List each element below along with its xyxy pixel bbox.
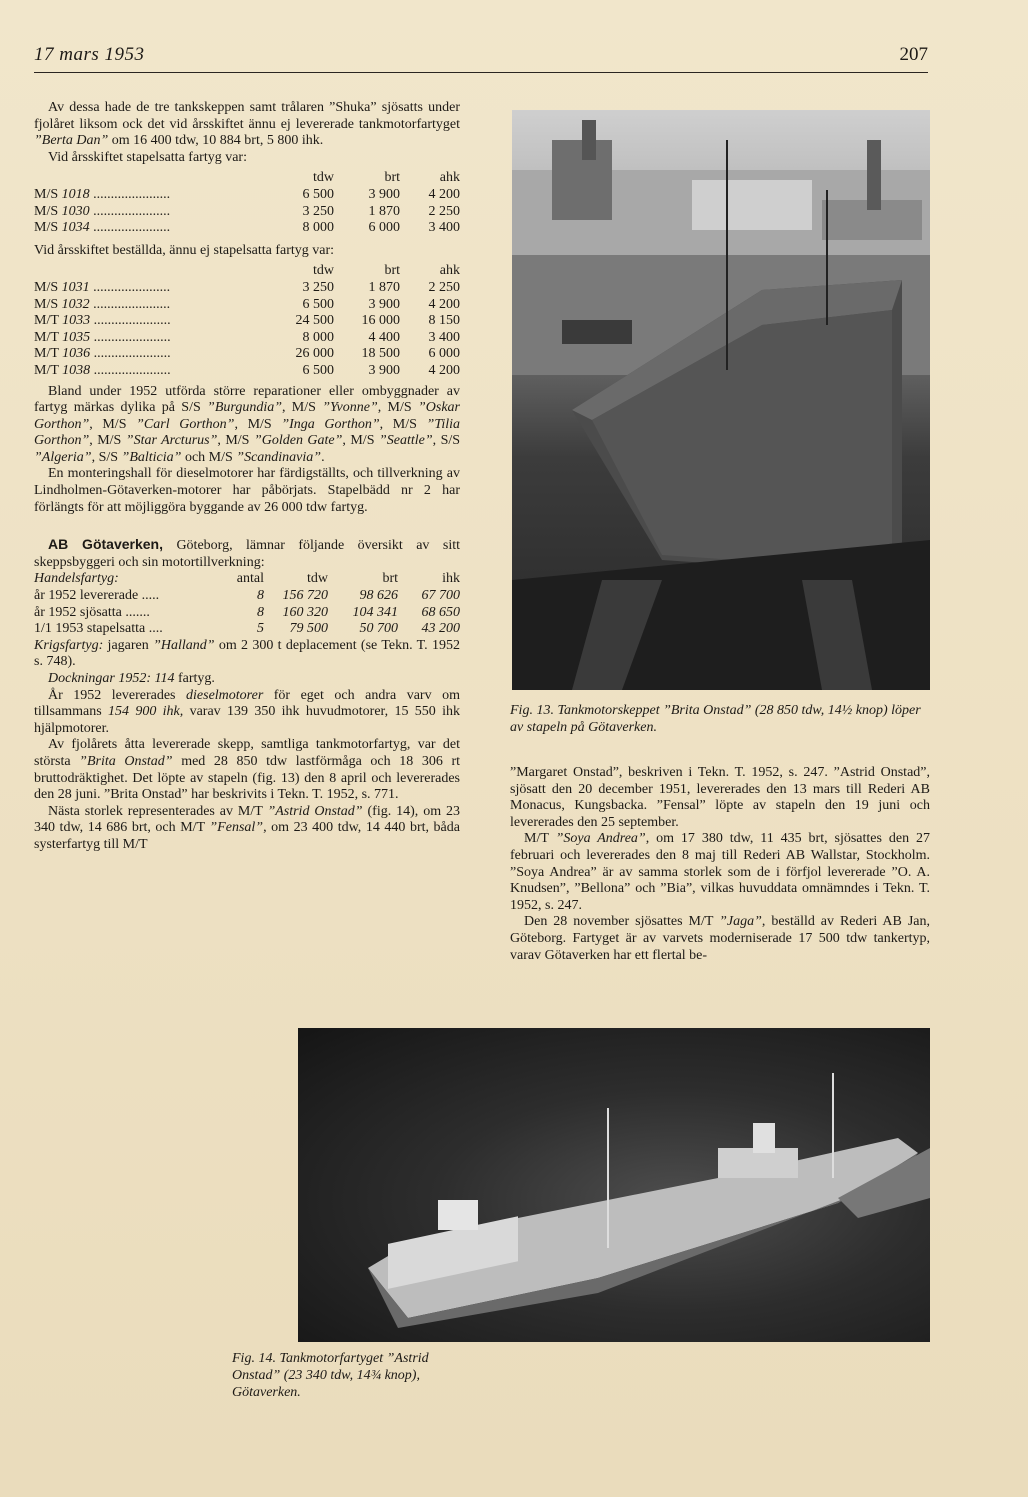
fig14-caption: Fig. 14. Tankmotorfartyget ”Astrid Onstad” (23 340 tdw, 14¾ knop), Götaverken. bbox=[232, 1351, 429, 1400]
table-row: M/T 1036 ...................... 26 000 18 500 6 000 bbox=[34, 346, 460, 362]
table-bestallda bbox=[34, 263, 460, 379]
table-header-row: tdw brt ahk bbox=[313, 170, 460, 186]
fjolaret-paragraph: Av fjolårets åtta levererade skepp, samtliga tankmotorfartyg, var det största ”Brita Onstad” med 28 850 tdw lastförmåga och 18 306 rt bruttodräktighet. Det löpte av stapeln (fig. 13) den 8 april och levererades den 28 juni. ”Brita Onstad” har beskrivits i Tekn. T. 1952, s. 771. bbox=[34, 737, 461, 803]
fig13-caption: Fig. 13. Tankmotorskeppet ”Brita Onstad” (28 850 tdw, 14½ knop) löper av stapeln på Götaverken. bbox=[510, 703, 921, 735]
table-row: M/T 1035 ...................... 8 000 4 400 3 400 bbox=[34, 329, 460, 345]
table-row: M/S 1031 ...................... 3 250 1 870 2 250 bbox=[34, 279, 460, 295]
right-column bbox=[510, 765, 930, 964]
table-row: år 1952 sjösatta ....... 8 160 320 104 341 68 650 bbox=[34, 604, 460, 620]
table-row: M/S 1034 ...................... 8 000 6 000 3 400 bbox=[34, 220, 460, 236]
gv-header-row: Handelsfartyg: antal tdw brt ihk bbox=[34, 571, 460, 587]
table-row: 1/1 1953 stapelsatta .... 5 79 500 50 700 43 200 bbox=[34, 621, 460, 637]
right-p2: M/T ”Soya Andrea”, om 17 380 tdw, 11 435 brt, sjösattes den 27 februari och levererades den 8 maj till Rederi AB Wallstar, Stockholm. ”Soya Andrea” är av samma storlek som de i förfjol levererade ”O. A. Knudsen”, ”Bellona” och ”Bia”, vilkas huvuddata omnämndes i Tekn. T. 1952, s. 247. bbox=[510, 831, 930, 913]
gotaverken-table bbox=[34, 571, 460, 637]
fig14-ship-photo bbox=[298, 1028, 930, 1342]
intro-paragraph: Av dessa hade de tre tankskeppen samt trålaren ”Shuka” sjösatts under fjolåret liksom ock det vid årsskiftet ännu ej levererade tankmotorfartyget ”Berta Dan” om 16 400 tdw, 10 884 brt, 5 800 ihk. bbox=[34, 100, 460, 149]
next-size-paragraph: Nästa storlek representerades av M/T ”Astrid Onstad” (fig. 14), om 23 340 tdw, 14 686 brt, och M/T ”Fensal”, om 23 400 tdw, 14 440 brt, båda systerfartyg till M/T bbox=[34, 803, 461, 852]
table2-title: Vid årsskiftet beställda, ännu ej stapelsatta fartyg var: bbox=[34, 242, 335, 258]
table-row: M/S 1030 ...................... 3 250 1 870 2 250 bbox=[34, 203, 460, 219]
krigsfartyg-paragraph: Krigsfartyg: jagaren ”Halland” om 2 300 t deplacement (se Tekn. T. 1952 s. 748). bbox=[34, 637, 460, 670]
repairs-paragraph: Bland under 1952 utförda större reparationer eller ombyggnader av fartyg märkas dylika på S/S ”Burgundia”, M/S ”Yvonne”, M/S ”Oskar Gorthon”, M/S ”Carl Gorthon”, M/S ”Inga Gorthon”, M/S ”Tilia Gorthon”, M/S ”Star Arcturus”, M/S ”Golden Gate”, M/S ”Seattle”, S/S ”Algeria”, S/S ”Balticia” och M/S ”Scandinavia”. bbox=[34, 383, 461, 465]
table1-title: Vid årsskiftet stapelsatta fartyg var: bbox=[48, 149, 247, 165]
tanker-illustration bbox=[298, 1028, 930, 1342]
right-p3: Den 28 november sjösattes M/T ”Jaga”, beställd av Rederi AB Jan, Göteborg. Fartyget är av varvets moderniserade 17 500 tdw tankertyp, varav Götaverken har ett flertal be- bbox=[510, 914, 930, 963]
motors-paragraph: År 1952 levererades dieselmotorer för eget och andra varv om tillsammans 154 900 ihk, varav 139 350 ihk huvudmotorer, 15 550 ihk hjälpmotorer. bbox=[34, 687, 460, 736]
issue-date: 17 mars 1953 bbox=[34, 44, 145, 65]
ship-launch-illustration bbox=[512, 110, 930, 690]
left-column bbox=[34, 100, 460, 854]
table-row: M/T 1033 ...................... 24 500 16 000 8 150 bbox=[34, 313, 460, 329]
table-row: M/T 1038 ...................... 6 500 3 900 4 200 bbox=[34, 362, 460, 378]
gotaverken-heading: AB Götaverken, bbox=[48, 536, 163, 553]
dockningar-paragraph: Dockningar 1952: 114 fartyg. bbox=[48, 671, 215, 686]
right-p1: ”Margaret Onstad”, beskriven i Tekn. T. 1952, s. 247. ”Astrid Onstad”, sjösatt den 20 december 1951, levererades den 13 mars till Rederi AB Monacus, Kungsbacka. ”Fensal” löpte av stapeln den 19 juni och levererades den 25 september. bbox=[510, 765, 930, 830]
page-number: 207 bbox=[899, 44, 928, 65]
engine-hall-paragraph: En monteringshall för dieselmotorer har färdigställts, och tillverkning av Lindholmen-Götaverken-motorer har påbörjats. Stapelbädd nr 2 har förlängts för att möjliggöra byggande av 26 000 tdw fartyg. bbox=[34, 466, 460, 515]
table-row: M/S 1032 ...................... 6 500 3 900 4 200 bbox=[34, 296, 460, 312]
table-stapelsatta bbox=[34, 170, 460, 236]
table-row: M/S 1018 ...................... 6 500 3 900 4 200 bbox=[34, 186, 460, 202]
fig13-launch-photo bbox=[512, 110, 930, 690]
gotaverken-intro: AB Götaverken, Göteborg, lämnar följande översikt av sitt skeppsbyggeri och sin motortillverkning: bbox=[34, 536, 461, 570]
table-header-row: tdw brt ahk bbox=[313, 263, 460, 279]
table-row: år 1952 levererade ..... 8 156 720 98 626 67 700 bbox=[34, 588, 460, 604]
header-rule bbox=[34, 72, 928, 73]
